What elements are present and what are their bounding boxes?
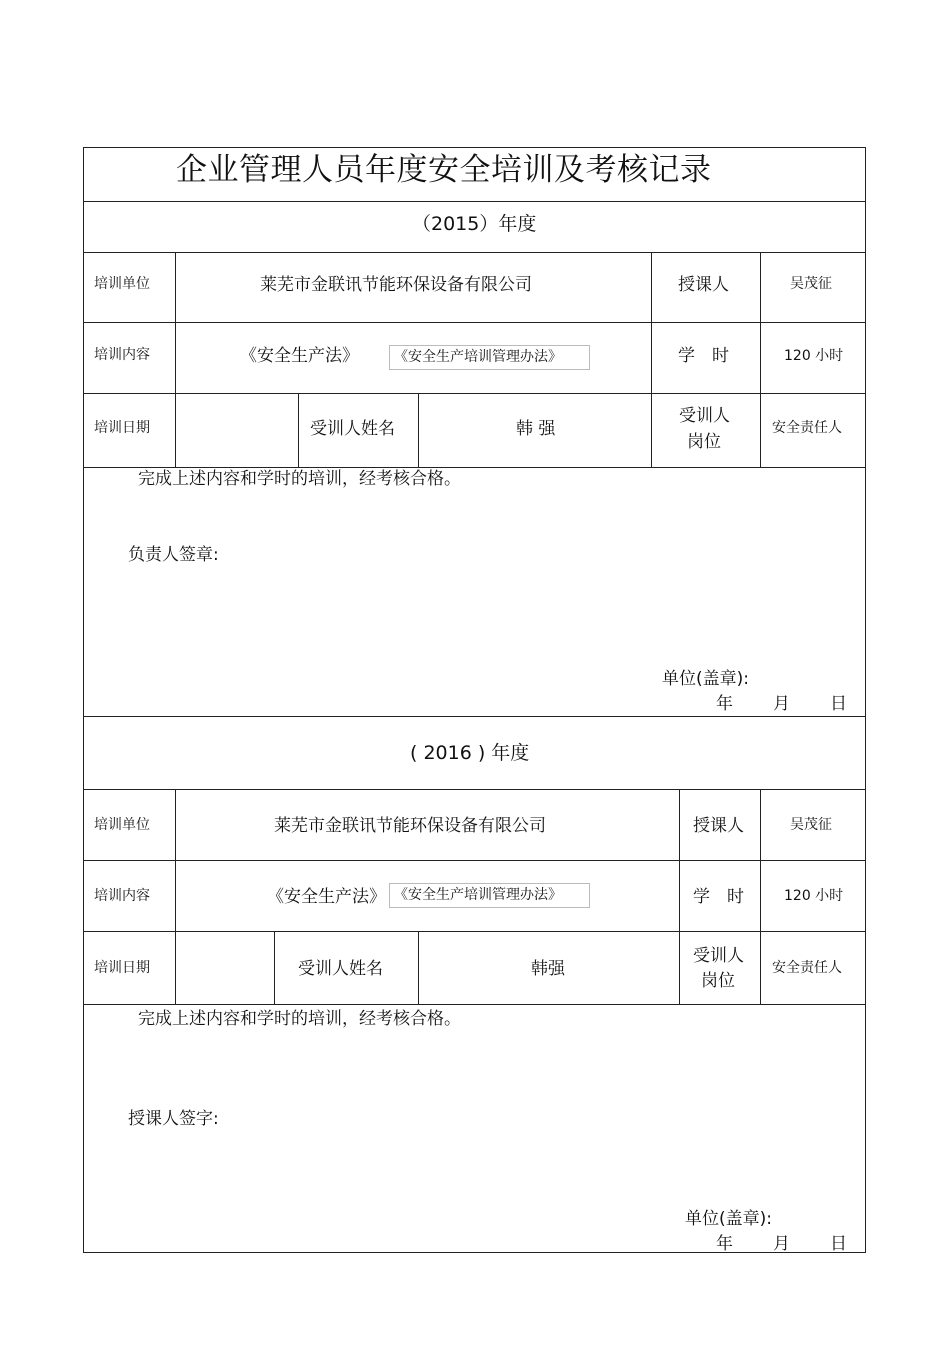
trainee-name-label: 受训人姓名	[310, 419, 395, 439]
hours-value: 120 小时	[784, 888, 844, 904]
row-divider	[83, 860, 866, 861]
training-content-label: 培训内容	[94, 888, 150, 904]
col-divider	[418, 393, 419, 467]
row-divider	[83, 789, 866, 790]
training-content-value: 《安全生产法》	[267, 887, 386, 907]
col-divider	[175, 789, 176, 1004]
col-divider	[679, 789, 680, 1004]
training-date-label: 培训日期	[94, 420, 150, 436]
row-divider	[83, 716, 866, 717]
col-divider	[760, 789, 761, 1004]
year-heading-2016: ( 2016 ) 年度	[410, 742, 530, 764]
page-title: 企业管理人员年度安全培训及考核记录	[176, 152, 712, 188]
row-divider	[83, 467, 866, 468]
trainee-post-label-2: 岗位	[701, 971, 735, 991]
year-heading-2015: （2015）年度	[412, 213, 537, 235]
col-divider	[651, 252, 652, 467]
signature-label: 授课人签字:	[128, 1109, 219, 1129]
hours-label: 学 时	[678, 346, 729, 366]
row-divider	[83, 393, 866, 394]
trainee-post-label-2: 岗位	[687, 432, 721, 452]
hours-label: 学 时	[693, 887, 744, 907]
result-text: 完成上述内容和学时的培训，经考核合格。	[138, 1009, 461, 1029]
record-table	[83, 147, 866, 1253]
result-text: 完成上述内容和学时的培训，经考核合格。	[138, 469, 461, 489]
row-divider	[83, 322, 866, 323]
date-month: 月	[773, 1234, 790, 1254]
trainee-name-label: 受训人姓名	[298, 959, 383, 979]
teacher-value: 吴茂征	[790, 817, 832, 833]
signature-label: 负责人签章:	[128, 545, 219, 565]
training-content-label: 培训内容	[94, 347, 150, 363]
trainee-post-label: 受训人	[693, 946, 744, 966]
col-divider	[298, 393, 299, 467]
hours-value: 120 小时	[784, 348, 844, 364]
training-unit-label: 培训单位	[94, 276, 150, 292]
training-unit-value: 莱芜市金联讯节能环保设备有限公司	[260, 275, 532, 295]
trainee-name-value: 韩强	[531, 959, 565, 979]
row-divider	[83, 1004, 866, 1005]
date-year: 年	[716, 1234, 733, 1254]
date-day: 日	[830, 1234, 847, 1254]
col-divider	[418, 931, 419, 1004]
training-content-value-2: 《安全生产培训管理办法》	[389, 345, 590, 370]
trainee-post-label: 受训人	[679, 406, 730, 426]
col-divider	[760, 252, 761, 467]
teacher-label: 授课人	[693, 816, 744, 836]
trainee-post-value: 安全责任人	[772, 420, 842, 436]
teacher-label: 授课人	[678, 275, 729, 295]
date-year: 年	[716, 694, 733, 714]
unit-seal-label: 单位(盖章):	[662, 669, 749, 689]
col-divider	[175, 252, 176, 467]
training-unit-value: 莱芜市金联讯节能环保设备有限公司	[274, 816, 546, 836]
date-day: 日	[830, 694, 847, 714]
trainee-post-value: 安全责任人	[772, 960, 842, 976]
unit-seal-label: 单位(盖章):	[685, 1209, 772, 1229]
training-unit-label: 培训单位	[94, 817, 150, 833]
row-divider	[83, 931, 866, 932]
teacher-value: 吴茂征	[790, 276, 832, 292]
row-divider	[83, 252, 866, 253]
training-content-value-2: 《安全生产培训管理办法》	[389, 883, 590, 908]
training-date-label: 培训日期	[94, 960, 150, 976]
date-month: 月	[773, 694, 790, 714]
col-divider	[274, 931, 275, 1004]
training-content-value: 《安全生产法》	[240, 346, 359, 366]
trainee-name-value: 韩 强	[516, 419, 556, 439]
row-divider	[83, 201, 866, 202]
